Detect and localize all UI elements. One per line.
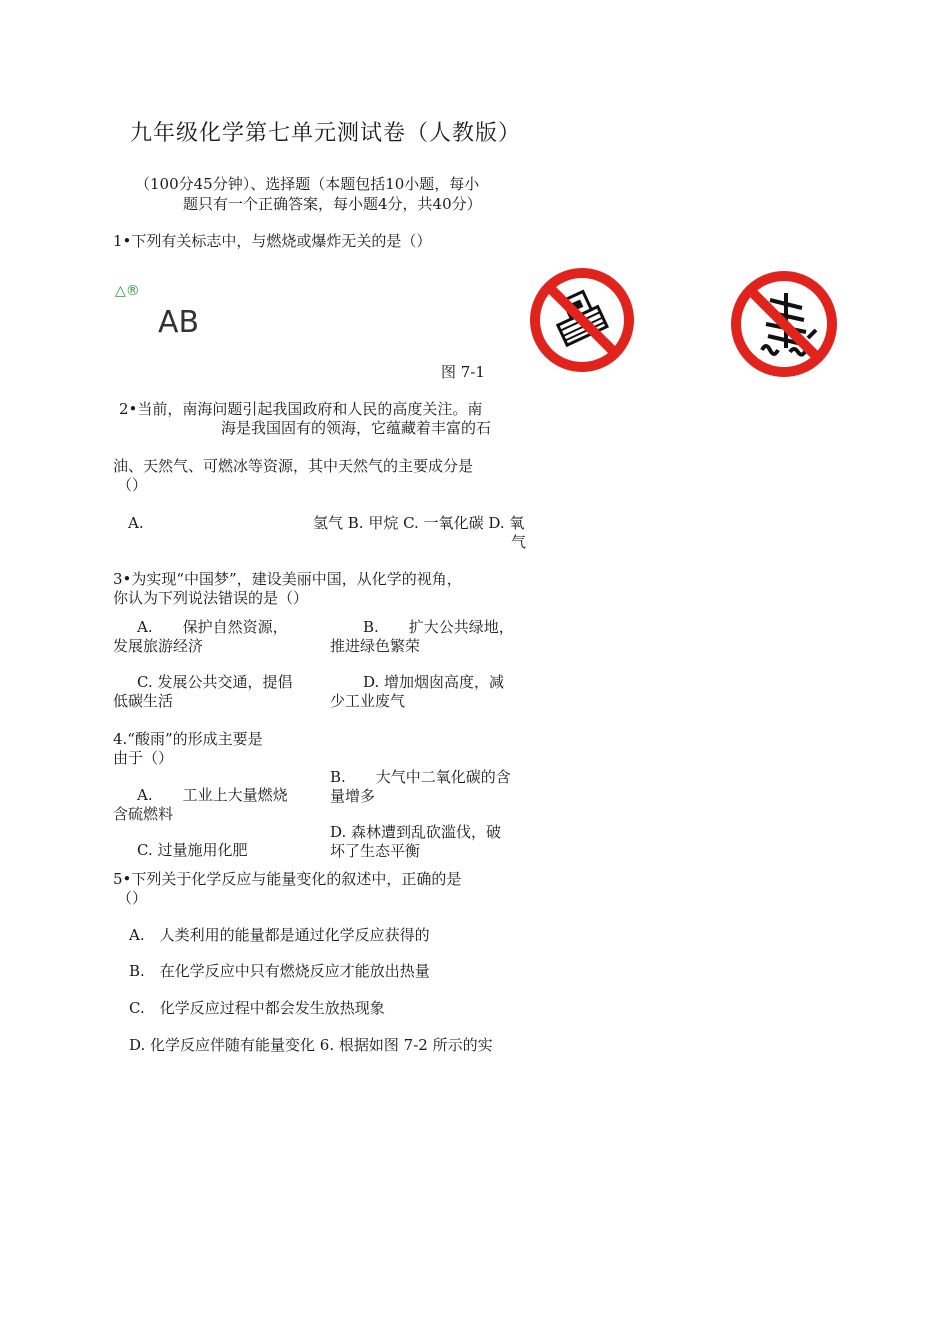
- q5-option-c: C. 化学反应过程中都会发生放热现象: [129, 999, 385, 1017]
- q5-option-d: D. 化学反应伴随有能量变化 6. 根据如图 7-2 所示的实: [129, 1036, 493, 1054]
- q4-option-c: C. 过量施用化肥: [137, 841, 248, 859]
- q4-option-d-1: D. 森林遭到乱砍滥伐，破: [330, 823, 502, 841]
- q4-line-1: 4.“酸雨”的形成主要是: [113, 730, 263, 748]
- intro-line-2: 题只有一个正确答案，每小题4分，共40分）: [183, 195, 482, 213]
- q2-options: 氢气 B. 甲烷 C. 一氧化碳 D. 氧: [313, 514, 525, 532]
- q2-line-4: （）: [117, 476, 148, 494]
- q4-option-b-1: B. 大气中二氧化碳的含: [330, 768, 511, 786]
- q3-option-a-2: 发展旅游经济: [113, 637, 204, 655]
- q3-option-c-2: 低碳生活: [113, 692, 174, 710]
- q4-option-a-2: 含硫燃料: [113, 805, 174, 823]
- q2-option-a: A.: [128, 514, 144, 532]
- q5-line-2: （）: [117, 889, 148, 907]
- q3-option-a-1: A. 保护自然资源，: [137, 618, 288, 636]
- q2-options-wrap: 气: [511, 533, 527, 551]
- figure-caption: 图 7-1: [441, 363, 485, 381]
- q3-line-2: 你认为下列说法错误的是（）: [113, 589, 309, 607]
- q5-option-b: B. 在化学反应中只有燃烧反应才能放出热量: [129, 962, 430, 980]
- q4-option-d-2: 坏了生态平衡: [330, 842, 421, 860]
- page-title: 九年级化学第七单元测试卷（人教版）: [130, 121, 522, 146]
- no-matches-sign-icon: [527, 265, 637, 375]
- q5-line-1: 5•下列关于化学反应与能量变化的叙述中，正确的是: [113, 870, 462, 888]
- q1-marker: △®: [115, 283, 140, 299]
- q1-stem: 1•下列有关标志中，与燃烧或爆炸无关的是（）: [113, 232, 432, 250]
- q4-line-2: 由于（）: [113, 749, 174, 767]
- q3-option-d-1: D. 增加烟囱高度，减: [363, 673, 505, 691]
- q3-option-c-1: C. 发展公共交通，提倡: [137, 673, 293, 691]
- q3-line-1: 3•为实现“中国梦”，建设美丽中国，从化学的视角，: [113, 570, 462, 588]
- q4-option-a-1: A. 工业上大量燃烧: [137, 786, 288, 804]
- q2-line-1: 2•当前，南海问题引起我国政府和人民的高度关注。南: [119, 400, 483, 418]
- q3-option-d-2: 少工业废气: [330, 692, 406, 710]
- q3-option-b-1: B. 扩大公共绿地，: [363, 618, 514, 636]
- q5-option-a: A. 人类利用的能量都是通过化学反应获得的: [129, 926, 430, 944]
- intro-line-1: （100分45分钟）、选择题（本题包括10小题，每小: [135, 175, 480, 193]
- q1-option-labels: AB: [158, 305, 200, 340]
- q3-option-b-2: 推进绿色繁荣: [330, 637, 421, 655]
- q2-line-2: 海是我国固有的领海，它蕴藏着丰富的石: [221, 419, 492, 437]
- no-firecrackers-sign-icon: [728, 268, 840, 380]
- q4-option-b-2: 量增多: [330, 787, 376, 805]
- q2-line-3: 油、天然气、可燃冰等资源，其中天然气的主要成分是: [113, 457, 474, 475]
